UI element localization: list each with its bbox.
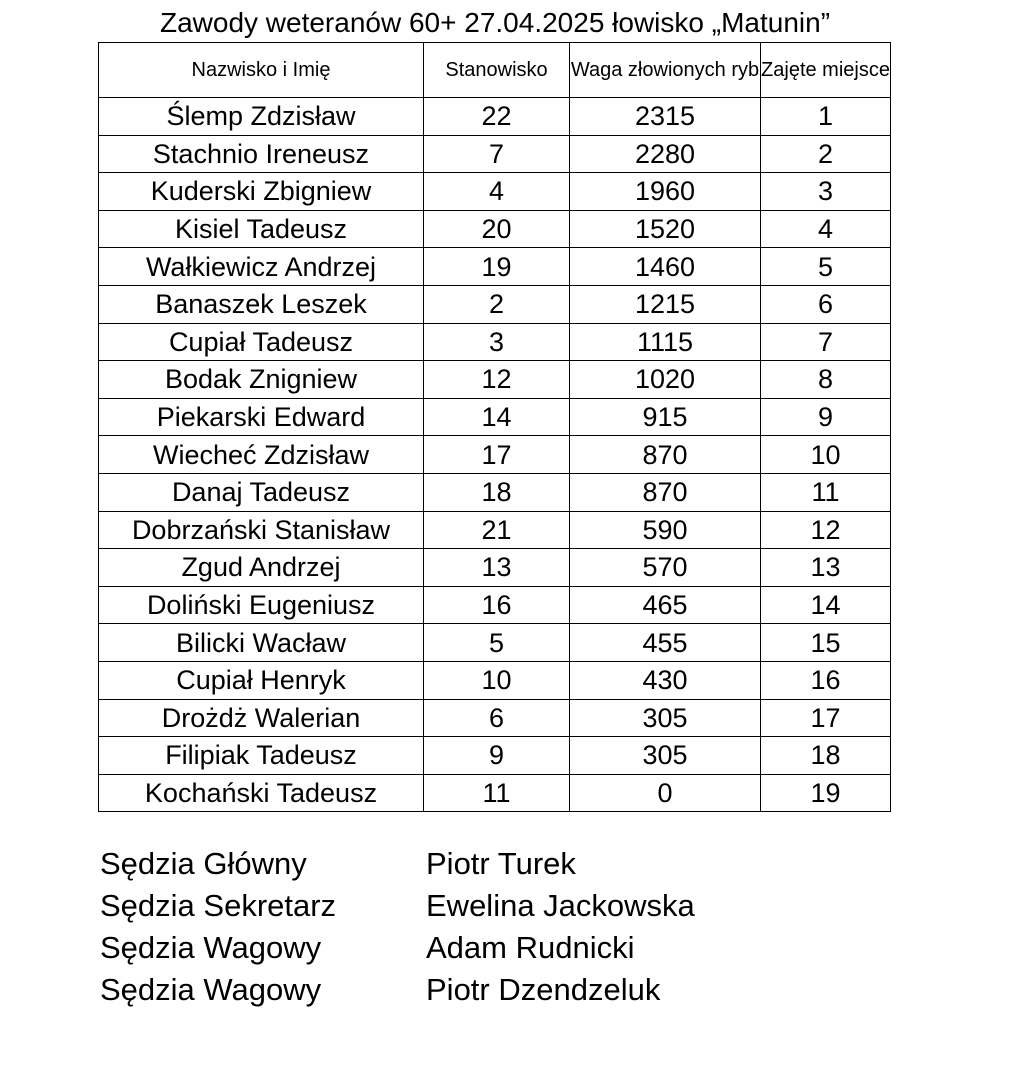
cell-stand: 13 [424,549,570,587]
cell-place: 5 [761,248,891,286]
cell-name: Kuderski Zbigniew [99,173,424,211]
cell-weight: 1960 [570,173,761,211]
judge-role: Sędzia Główny [100,846,307,881]
table-row [99,624,891,662]
judge-row [100,885,846,927]
cell-place: 2 [761,135,891,173]
cell-place: 3 [761,173,891,211]
table-row [99,210,891,248]
cell-place: 7 [761,323,891,361]
judge-name: Piotr Turek [426,846,576,881]
judge-name: Piotr Dzendzeluk [426,972,661,1007]
cell-place: 1 [761,98,891,136]
table-row [99,473,891,511]
cell-weight: 870 [570,473,761,511]
table-row [99,586,891,624]
cell-weight: 1020 [570,361,761,399]
cell-stand: 22 [424,98,570,136]
cell-place: 4 [761,210,891,248]
cell-name: Banaszek Leszek [99,285,424,323]
judge-row [100,927,846,969]
table-row [99,361,891,399]
cell-place: 12 [761,511,891,549]
cell-weight: 1215 [570,285,761,323]
cell-place: 11 [761,473,891,511]
cell-place: 13 [761,549,891,587]
cell-stand: 7 [424,135,570,173]
table-row [99,173,891,211]
table-row [99,398,891,436]
judge-name: Adam Rudnicki [426,930,635,965]
header-name: Nazwisko i Imię [99,43,424,98]
table-row [99,549,891,587]
cell-name: Bodak Znigniew [99,361,424,399]
header-row [99,43,891,98]
cell-stand: 18 [424,473,570,511]
header-weight: Waga złowionych ryb [570,43,761,98]
cell-name: Stachnio Ireneusz [99,135,424,173]
table-row [99,98,891,136]
cell-stand: 9 [424,737,570,775]
judge-row [100,843,846,885]
cell-stand: 21 [424,511,570,549]
cell-stand: 2 [424,285,570,323]
cell-weight: 590 [570,511,761,549]
cell-weight: 2280 [570,135,761,173]
cell-place: 6 [761,285,891,323]
table-row [99,661,891,699]
cell-stand: 6 [424,699,570,737]
cell-weight: 870 [570,436,761,474]
table-row [99,737,891,775]
cell-place: 16 [761,661,891,699]
cell-stand: 4 [424,173,570,211]
table-row [99,699,891,737]
cell-weight: 2315 [570,98,761,136]
cell-name: Kochański Tadeusz [99,774,424,812]
cell-stand: 16 [424,586,570,624]
cell-place: 19 [761,774,891,812]
cell-name: Wałkiewicz Andrzej [99,248,424,286]
table-row [99,135,891,173]
cell-name: Piekarski Edward [99,398,424,436]
cell-weight: 1115 [570,323,761,361]
cell-name: Wiecheć Zdzisław [99,436,424,474]
cell-stand: 11 [424,774,570,812]
judges-list [100,843,846,1011]
cell-name: Zgud Andrzej [99,549,424,587]
cell-weight: 570 [570,549,761,587]
cell-name: Ślemp Zdzisław [99,98,424,136]
cell-stand: 17 [424,436,570,474]
cell-name: Dobrzański Stanisław [99,511,424,549]
judge-role: Sędzia Wagowy [100,972,322,1007]
cell-name: Drożdż Walerian [99,699,424,737]
cell-weight: 915 [570,398,761,436]
cell-name: Filipiak Tadeusz [99,737,424,775]
page-title: Zawody weteranów 60+ 27.04.2025 łowisko „Matunin” [159,7,831,38]
cell-place: 9 [761,398,891,436]
results-table [98,42,891,812]
cell-stand: 3 [424,323,570,361]
results-table-header [99,43,891,98]
table-row [99,248,891,286]
cell-weight: 305 [570,737,761,775]
cell-name: Doliński Eugeniusz [99,586,424,624]
cell-stand: 20 [424,210,570,248]
table-row [99,511,891,549]
cell-stand: 14 [424,398,570,436]
cell-place: 8 [761,361,891,399]
cell-place: 14 [761,586,891,624]
cell-stand: 12 [424,361,570,399]
cell-weight: 465 [570,586,761,624]
results-table-body [99,98,891,812]
cell-weight: 1520 [570,210,761,248]
cell-stand: 19 [424,248,570,286]
cell-name: Cupiał Henryk [99,661,424,699]
cell-place: 15 [761,624,891,662]
cell-weight: 0 [570,774,761,812]
cell-name: Bilicki Wacław [99,624,424,662]
cell-stand: 5 [424,624,570,662]
cell-weight: 305 [570,699,761,737]
cell-name: Kisiel Tadeusz [99,210,424,248]
cell-name: Danaj Tadeusz [99,473,424,511]
table-row [99,285,891,323]
cell-place: 17 [761,699,891,737]
judge-name: Ewelina Jackowska [426,888,695,923]
judge-row [100,969,846,1011]
cell-name: Cupiał Tadeusz [99,323,424,361]
cell-weight: 430 [570,661,761,699]
cell-weight: 455 [570,624,761,662]
header-place: Zajęte miejsce [761,43,891,98]
cell-weight: 1460 [570,248,761,286]
table-row [99,323,891,361]
table-row [99,774,891,812]
judge-role: Sędzia Wagowy [100,930,322,965]
table-row [99,436,891,474]
header-stand: Stanowisko [424,43,570,98]
cell-place: 10 [761,436,891,474]
cell-place: 18 [761,737,891,775]
judge-role: Sędzia Sekretarz [100,888,337,923]
cell-stand: 10 [424,661,570,699]
